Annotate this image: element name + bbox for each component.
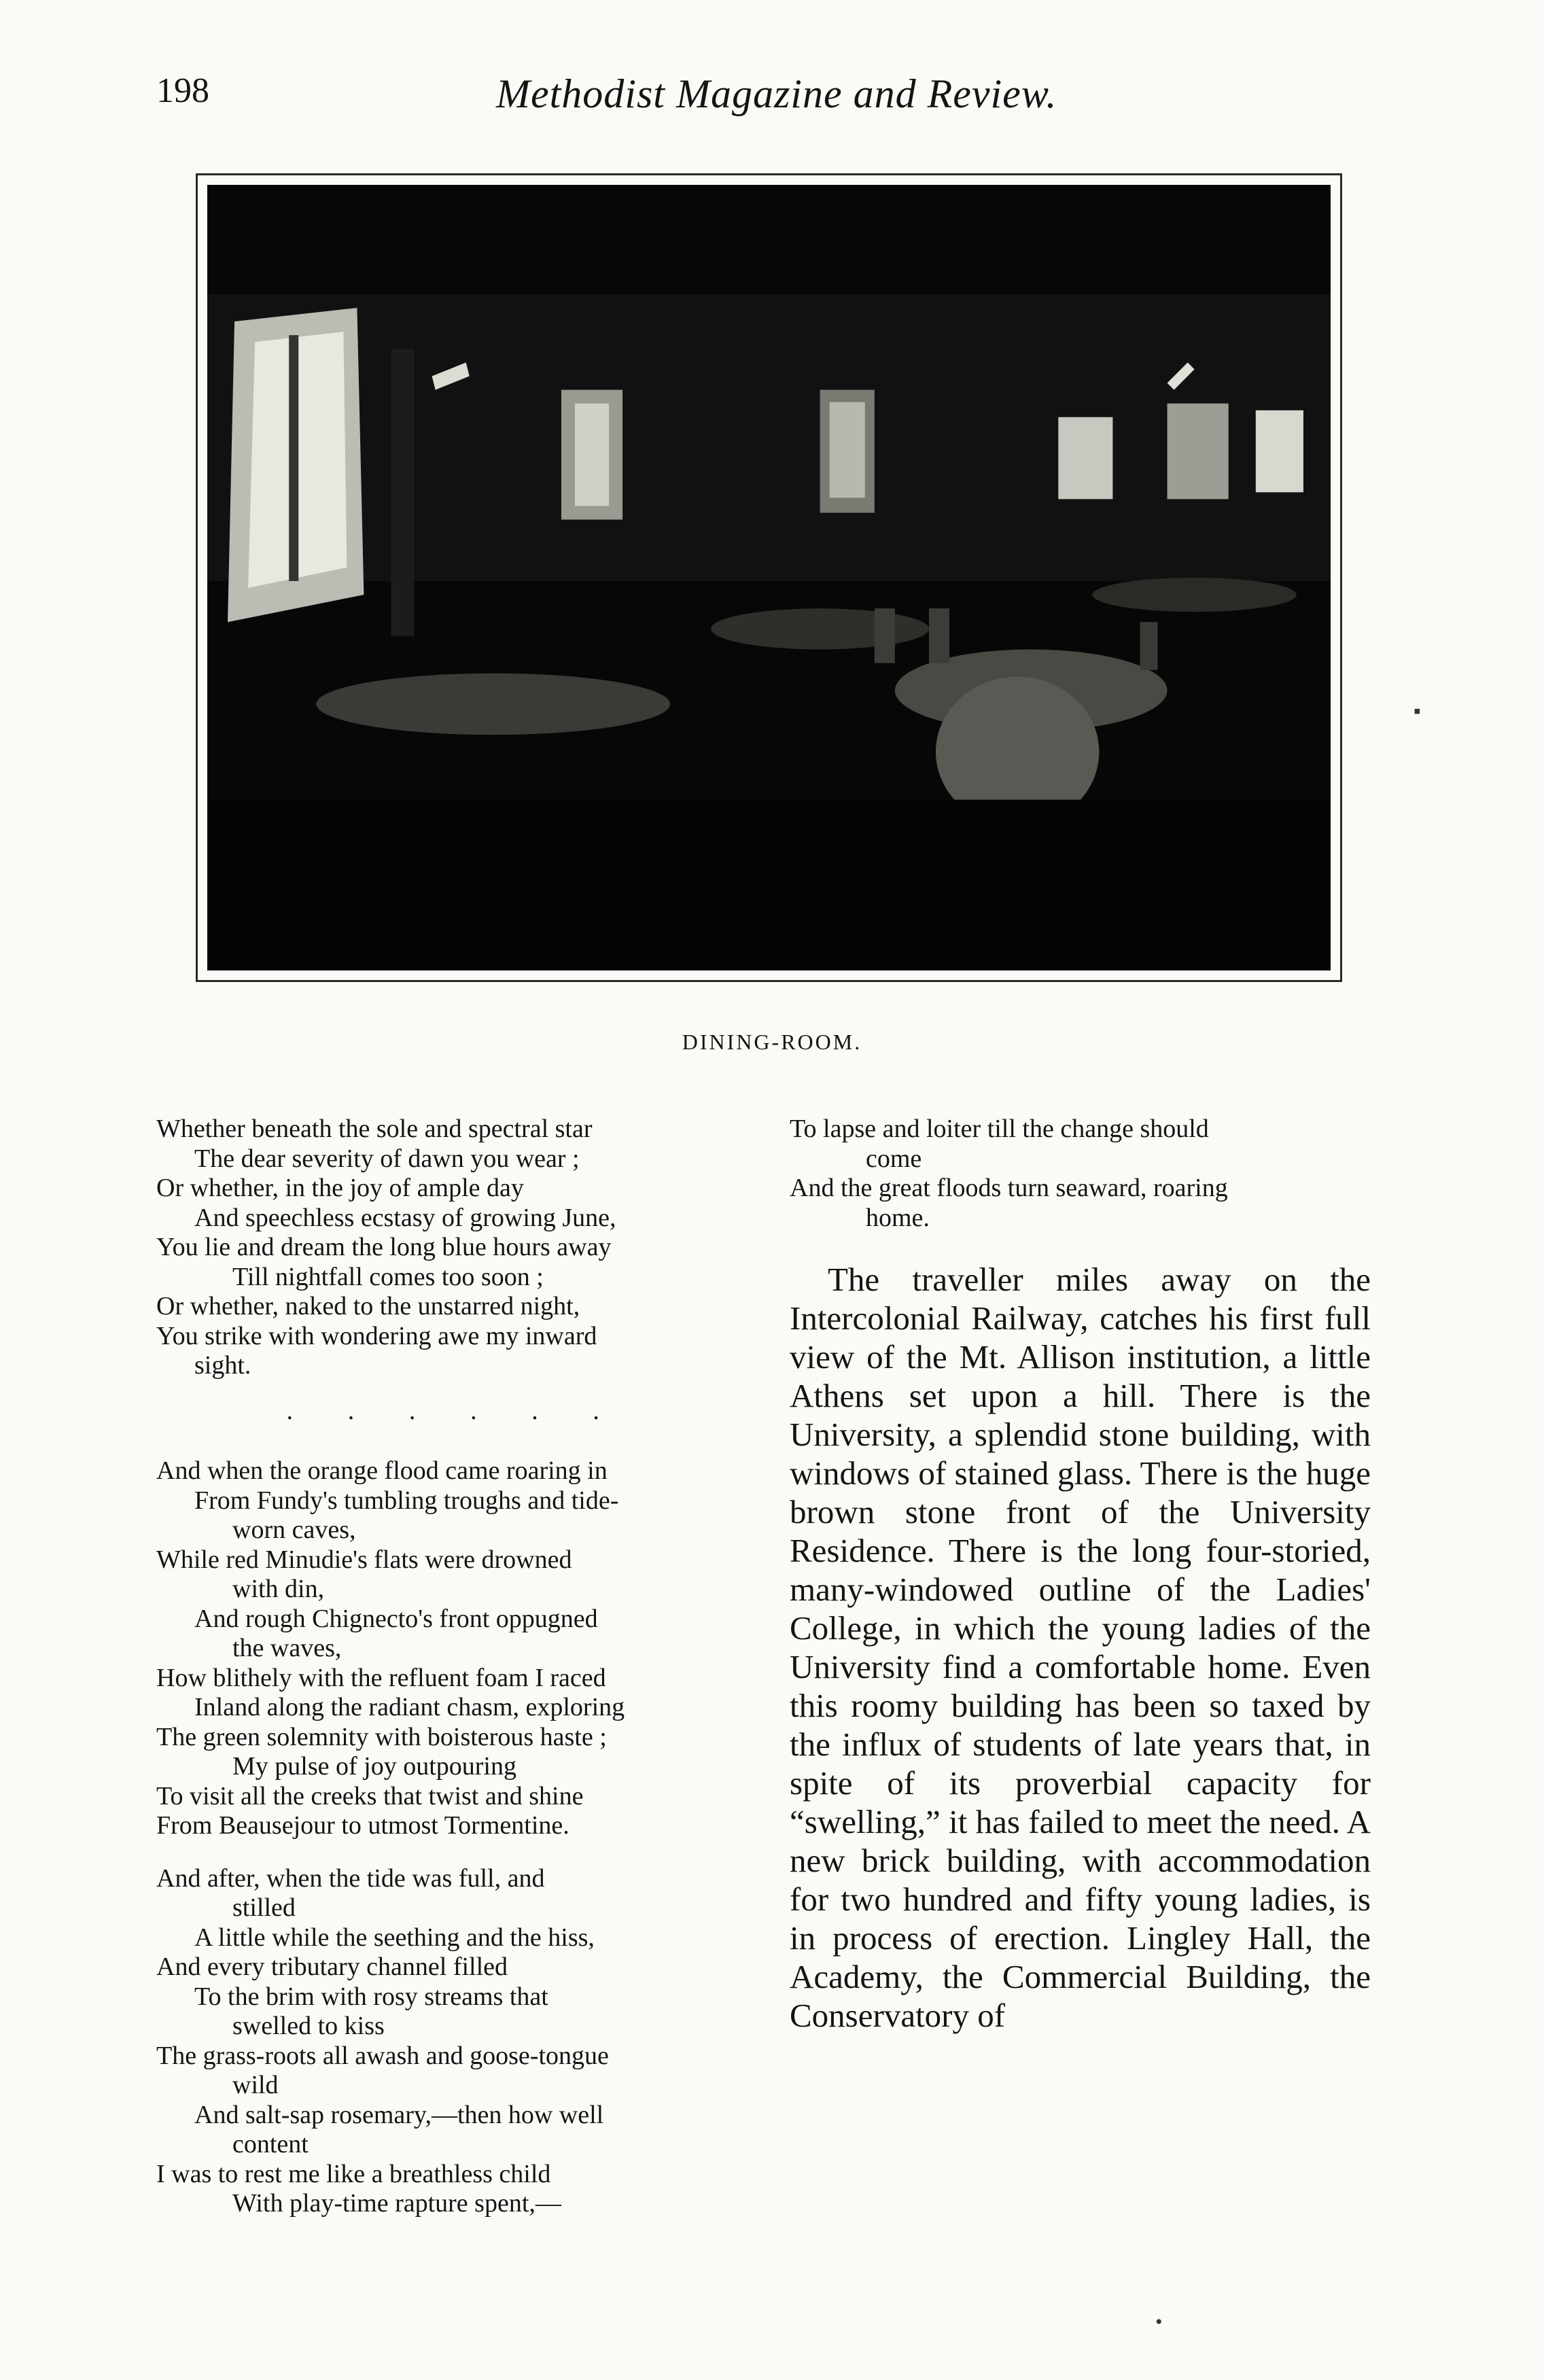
poem-continuation [790, 1115, 1371, 1233]
poem-line: You strike with wondering awe my inward [156, 1321, 597, 1350]
poem-line: And rough Chignecto's front oppugned [194, 1604, 598, 1633]
running-title: Methodist Magazine and Review. [496, 71, 1057, 116]
prose-paragraph: The traveller miles away on the Intercolonial Railway, catches his first full view of the Mt. Allison institution, a little Athens set upon a hill. There is the University, a splendid stone building, with windows of stained glass. There is the huge brown stone front of the University Residence. There is the long four-storied, many-windowed outline of the Ladies' College, in which the young ladies of the University find a comfortable home. Even this roomy building has been so taxed by the influx of students of late years that, in spite of its proverbial capacity for “swelling,” it has failed to meet the need. A new brick building, with accommodation for two hundred and fifty young ladies, is in process of erection. Lingley Hall, the Academy, the Commercial Building, the Conservatory of [790, 1261, 1371, 2034]
poem-line: Till nightfall comes too soon ; [232, 1262, 544, 1291]
page-header [156, 71, 1380, 125]
poem-line: sight. [194, 1351, 251, 1380]
poem-line: swelled to kiss [232, 2012, 385, 2040]
poem-left-column [156, 1115, 754, 2219]
poem-line: Inland along the radiant chasm, exploring [194, 1693, 625, 1721]
poem-line: How blithely with the refluent foam I raced [156, 1663, 606, 1692]
poem-line: Or whether, in the joy of ample day [156, 1174, 524, 1202]
print-speck: • [1155, 2311, 1163, 2333]
poem-line: with din, [232, 1575, 325, 1603]
dining-room-photo-illustration [207, 185, 1331, 970]
poem-line: From Beausejour to utmost Tormentine. [156, 1811, 569, 1840]
poem-line: wild [232, 2071, 279, 2099]
poem-line: And the great floods turn seaward, roaring [790, 1174, 1228, 1202]
poem-line: Or whether, naked to the unstarred night, [156, 1292, 580, 1320]
dining-room-photo [207, 185, 1331, 970]
poem-line: And salt-sap rosemary,—then how well [194, 2100, 604, 2129]
poem-line: You lie and dream the long blue hours away [156, 1233, 612, 1261]
poem-line: I was to rest me like a breathless child [156, 2159, 551, 2188]
section-break-dots: · · · · · · [285, 1403, 624, 1433]
poem-line: worn caves, [232, 1516, 356, 1544]
stanza-gap [156, 1841, 754, 1864]
dining-room-photo-frame [196, 173, 1342, 982]
poem-line: The dear severity of dawn you wear ; [194, 1144, 580, 1173]
poem-line: While red Minudie's flats were drowned [156, 1545, 572, 1574]
poem-line: the waves, [232, 1634, 342, 1662]
poem-line: From Fundy's tumbling troughs and tide- [194, 1486, 619, 1515]
poem-line: To the brim with rosy streams that [194, 1982, 548, 2011]
stanza-gap [156, 1433, 754, 1456]
poem-line: And after, when the tide was full, and [156, 1863, 545, 1893]
poem-line: Whether beneath the sole and spectral star [156, 1115, 593, 1143]
poem-line: And every tributary channel filled [156, 1953, 508, 1981]
poem-line: come [866, 1144, 922, 1173]
poem-line: The green solemnity with boisterous haste ; [156, 1722, 607, 1751]
right-column [790, 1115, 1371, 2035]
poem-line: A little while the seething and the hiss, [194, 1923, 595, 1952]
figure-caption: DINING-ROOM. [682, 1030, 862, 1054]
print-speck: ▪ [1414, 700, 1421, 722]
poem-line: To visit all the creeks that twist and shine [156, 1781, 584, 1810]
poem-line: To lapse and loiter till the change should [790, 1115, 1209, 1143]
stanza-gap [156, 1381, 754, 1404]
article-prose [790, 1260, 1371, 2035]
poem-line: home. [866, 1203, 930, 1232]
poem-line: content [232, 2130, 309, 2158]
poem-line: With play-time rapture spent,— [232, 2189, 561, 2218]
poem-line: And when the orange flood came roaring in [156, 1456, 608, 1485]
poem-line: The grass-roots all awash and goose-tongue [156, 2041, 609, 2070]
poem-line: And speechless ecstasy of growing June, [194, 1203, 616, 1232]
poem-line: stilled [232, 1893, 296, 1922]
page-number: 198 [156, 71, 209, 110]
poem-line: My pulse of joy outpouring [232, 1752, 516, 1781]
